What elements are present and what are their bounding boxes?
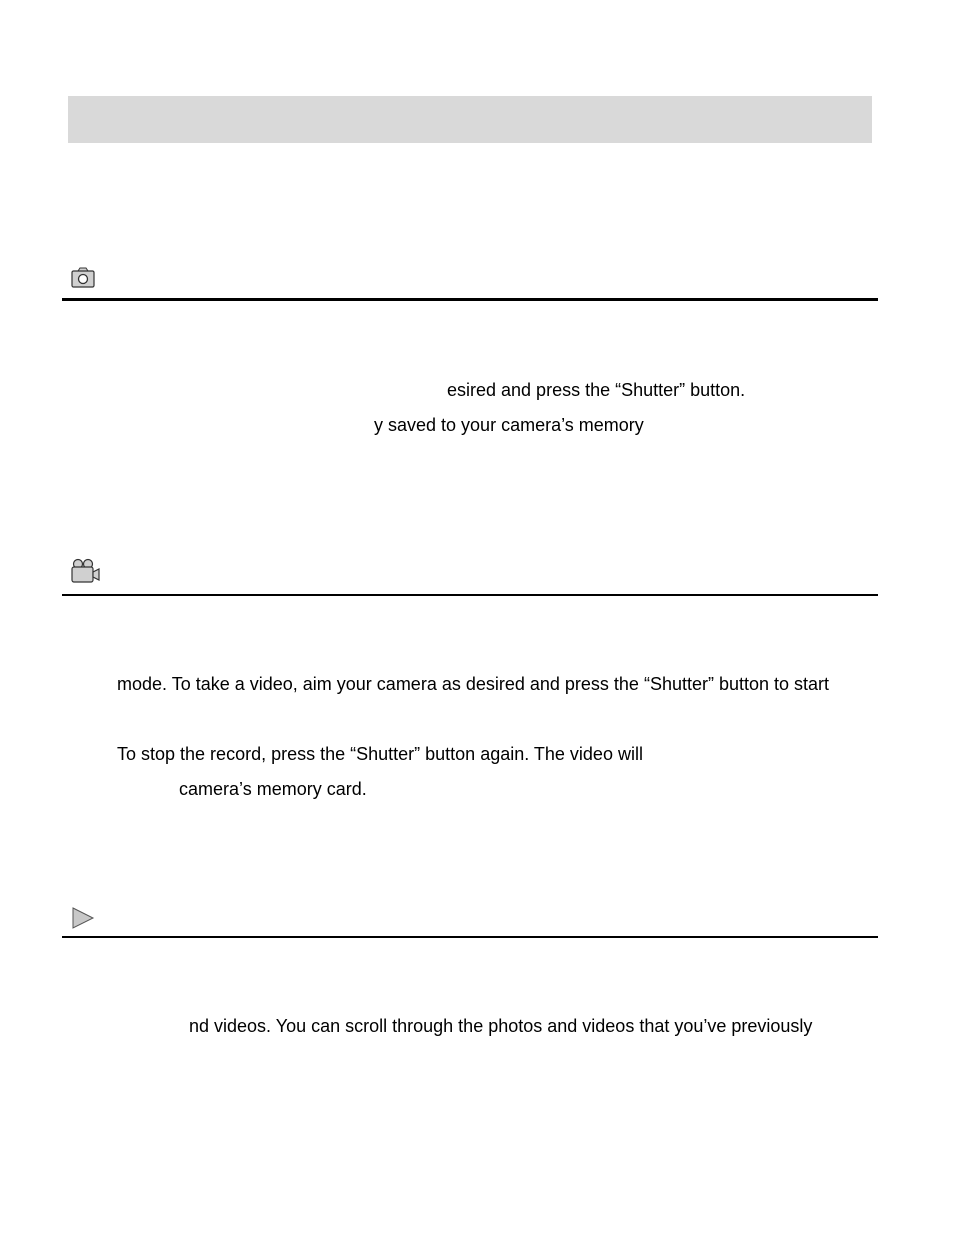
photo-mode-text-line-2: y saved to your camera’s memory (374, 415, 644, 435)
playback-mode-text-line-1: nd videos. You can scroll through the photos and videos that you’ve previously (189, 1016, 813, 1036)
section-divider-video (62, 594, 878, 596)
camera-icon (71, 267, 95, 288)
video-mode-text-line-3: camera’s memory card. (179, 779, 367, 799)
photo-mode-text-line-1: esired and press the “Shutter” button. (447, 380, 746, 400)
section-divider-photo (62, 298, 878, 301)
video-camera-icon (70, 558, 102, 584)
video-mode-text-line-1: mode. To take a video, aim your camera as desired and press the “Shutter” button to start (117, 674, 830, 694)
video-mode-text-line-2: To stop the record, press the “Shutter” button again. The video will (117, 744, 643, 764)
section-divider-playback (62, 936, 878, 938)
play-icon (71, 906, 95, 930)
header-bar (68, 96, 872, 143)
